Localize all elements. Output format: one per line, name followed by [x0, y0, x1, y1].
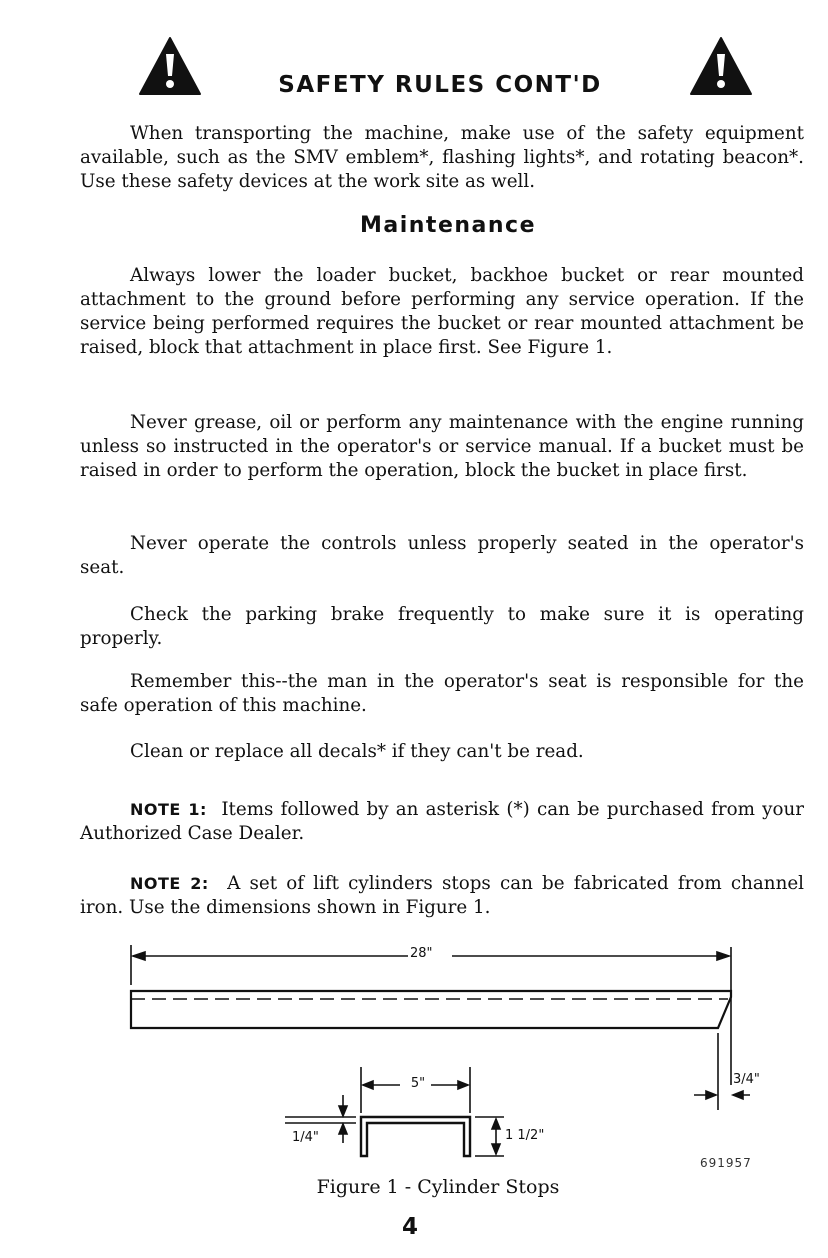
dimension-arrow [733, 1091, 743, 1099]
figure-code: 691957 [700, 1156, 752, 1170]
dim-width-label: 5" [410, 1076, 426, 1091]
warning-triangle-icon [138, 36, 202, 96]
paragraph-text: Clean or replace all decals* if they can't be read. [130, 741, 584, 762]
dimension-arrow [339, 1124, 347, 1134]
paragraph-text: Never operate the controls unless properly seated in the operator's seat. [80, 533, 804, 578]
dimension-arrow [492, 1119, 500, 1129]
section-title: Maintenance [359, 213, 536, 238]
channel-side-view [131, 991, 731, 1028]
note-text: Items followed by an asterisk (*) can be purchased from your Authorized Case Dealer. [80, 799, 805, 844]
note-label: NOTE 2: [130, 874, 209, 893]
dim-length-label: 28" [410, 946, 433, 961]
note-2 [80, 872, 804, 920]
maintenance-paragraph [80, 411, 804, 483]
dimension-arrow [458, 1081, 468, 1089]
note-label: NOTE 1: [130, 800, 207, 819]
dimension-arrow [706, 1091, 716, 1099]
page-heading: SAFETY RULES CONT'D [278, 72, 602, 98]
dimension-arrow [717, 952, 729, 960]
intro-text: When transporting the machine, make use of the safety equipment available, such as the SMV emblem*, flashing lights*, and rotating beacon*. Use these safety devices at the work site as well. [80, 123, 804, 192]
channel-cross-section [361, 1117, 470, 1156]
dimension-arrow [363, 1081, 373, 1089]
paragraph-text: Never grease, oil or perform any maintenance with the engine running unless so instructed in the operator's or service manual. If a bucket must be raised in order to perform the operation, block the bucket in place first. [80, 412, 804, 481]
note-text: A set of lift cylinders stops can be fabricated from channel iron. Use the dimensions shown in Figure 1. [80, 873, 805, 918]
warning-triangle-icon [689, 36, 753, 96]
maintenance-paragraph [80, 740, 804, 764]
paragraph-text: Always lower the loader bucket, backhoe bucket or rear mounted attachment to the ground before performing any service operation. If the service being performed requires the bucket or rear mounted attachment be raised, block that attachment in place first. See Figure 1. [80, 265, 804, 358]
dim-offset-label: 3/4" [733, 1072, 760, 1087]
paragraph-text: Remember this--the man in the operator's seat is responsible for the safe operation of this machine. [80, 671, 804, 716]
maintenance-paragraph [80, 532, 804, 580]
maintenance-paragraph [80, 670, 804, 718]
figure-caption: Figure 1 - Cylinder Stops [316, 1176, 560, 1198]
paragraph-text: Check the parking brake frequently to make sure it is operating properly. [80, 604, 804, 649]
page-number: 4 [401, 1214, 418, 1240]
dimension-arrow [339, 1106, 347, 1116]
dim-thickness-label: 1/4" [292, 1130, 319, 1145]
maintenance-paragraph [80, 603, 804, 651]
note-1 [80, 798, 804, 846]
dim-height-label: 1 1/2" [505, 1128, 545, 1143]
intro-paragraph [80, 122, 804, 194]
maintenance-paragraph [80, 264, 804, 360]
dimension-arrow [133, 952, 145, 960]
dimension-arrow [492, 1144, 500, 1154]
